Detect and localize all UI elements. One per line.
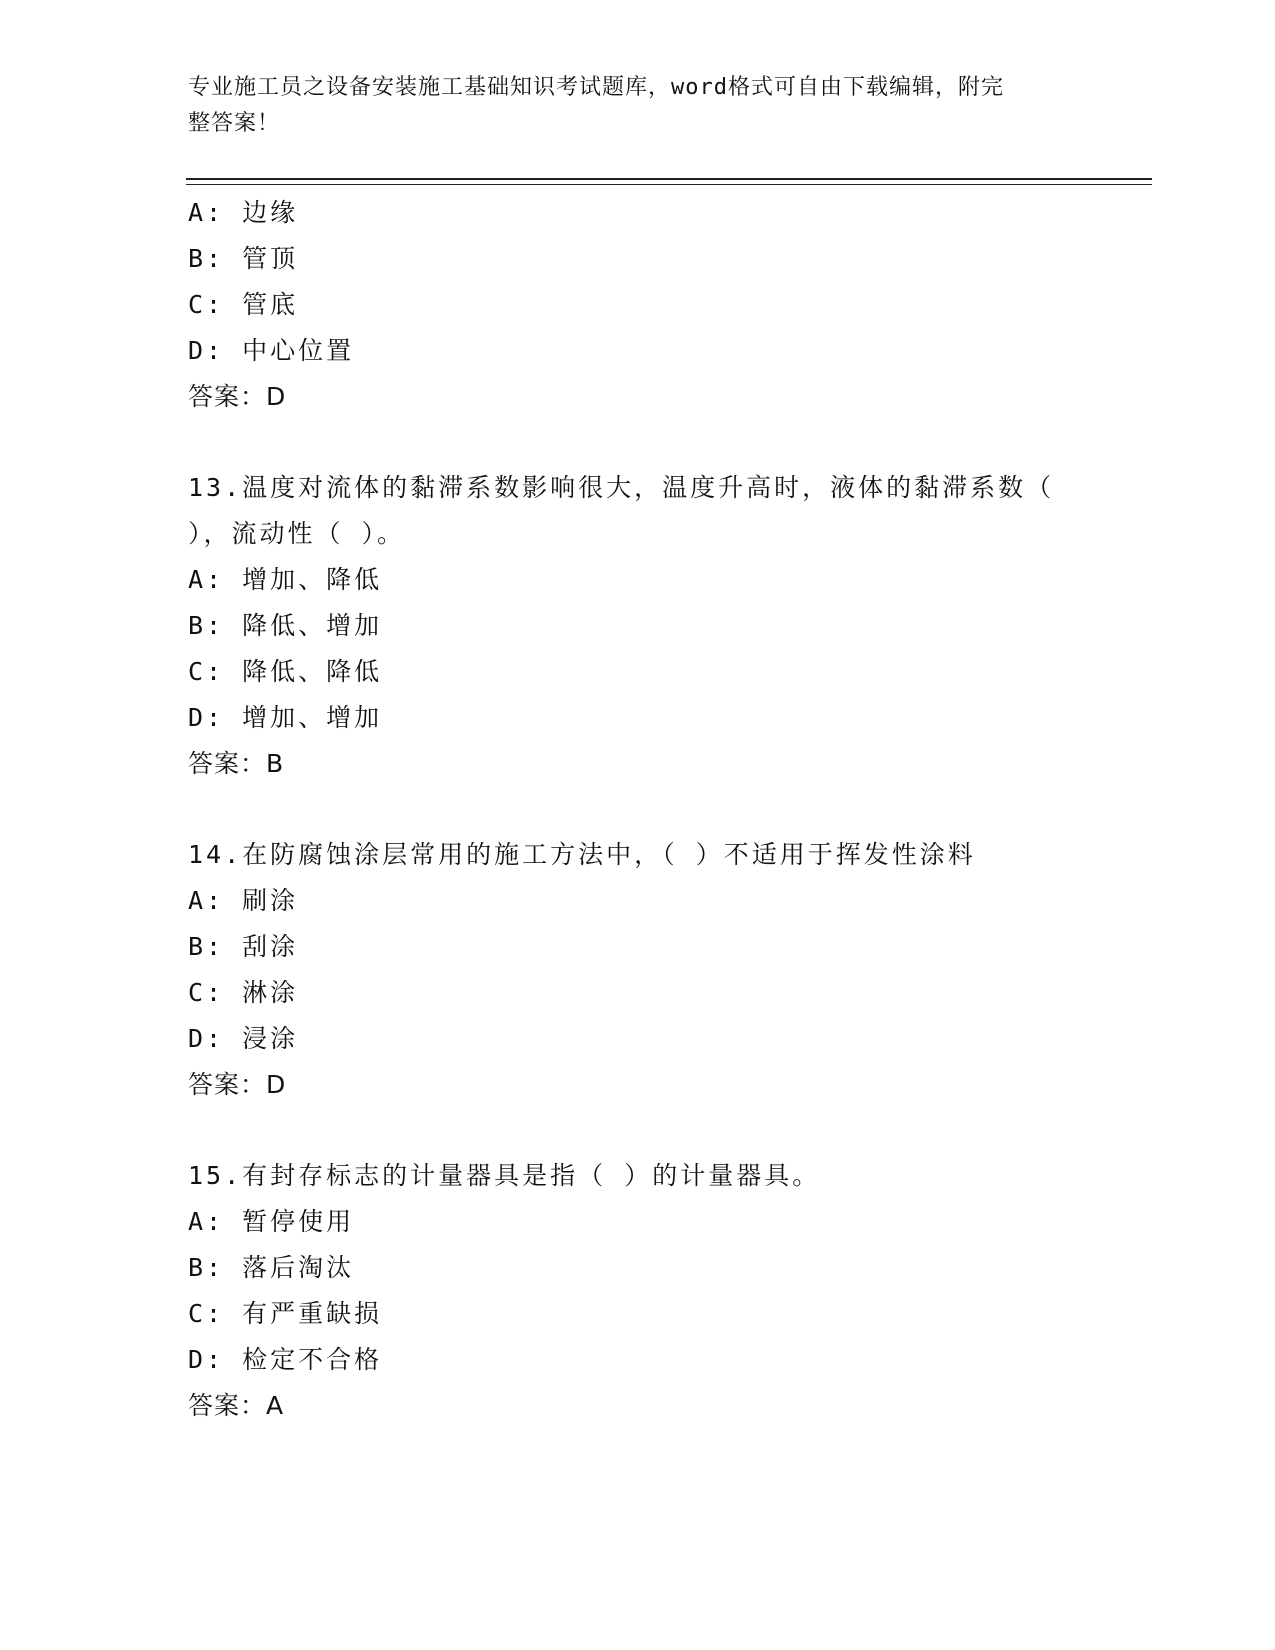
option-c: C: 淋涂 (188, 978, 299, 1007)
option-a: A: 边缘 (188, 198, 299, 227)
header-line-1: 专业施工员之设备安装施工基础知识考试题库，word格式可自由下载编辑，附完 (188, 75, 1004, 100)
option-c: C: 降低、降低 (188, 657, 383, 686)
option-c: C: 管底 (188, 290, 299, 319)
question-text-line-1: 13.温度对流体的黏滞系数影响很大，温度升高时，液体的黏滞系数（ (188, 473, 1055, 502)
option-b: B: 降低、增加 (188, 611, 383, 640)
answer: 答案：A (188, 1391, 285, 1420)
answer: 答案：B (188, 749, 285, 778)
question-15 (188, 1153, 1088, 1429)
option-b: B: 落后淘汰 (188, 1253, 355, 1282)
document-header (188, 70, 1068, 142)
question-12 (188, 190, 1088, 420)
option-c: C: 有严重缺损 (188, 1299, 383, 1328)
question-text: 14.在防腐蚀涂层常用的施工方法中，（ ）不适用于挥发性涂料 (188, 840, 976, 869)
option-d: D: 中心位置 (188, 336, 355, 365)
option-d: D: 浸涂 (188, 1024, 299, 1053)
question-text-line-2: ），流动性（ ）。 (188, 519, 406, 548)
question-14 (188, 832, 1088, 1108)
option-a: A: 增加、降低 (188, 565, 383, 594)
answer: 答案：D (188, 382, 287, 411)
option-d: D: 检定不合格 (188, 1345, 383, 1374)
question-13 (188, 465, 1088, 787)
header-line-2: 整答案！ (188, 111, 281, 136)
option-b: B: 管顶 (188, 244, 299, 273)
option-b: B: 刮涂 (188, 932, 299, 961)
question-text: 15.有封存标志的计量器具是指（ ）的计量器具。 (188, 1161, 821, 1190)
answer: 答案：D (188, 1070, 287, 1099)
option-d: D: 增加、增加 (188, 703, 383, 732)
header-divider (186, 178, 1152, 185)
question-list (188, 190, 1088, 1429)
option-a: A: 刷涂 (188, 886, 299, 915)
option-a: A: 暂停使用 (188, 1207, 355, 1236)
